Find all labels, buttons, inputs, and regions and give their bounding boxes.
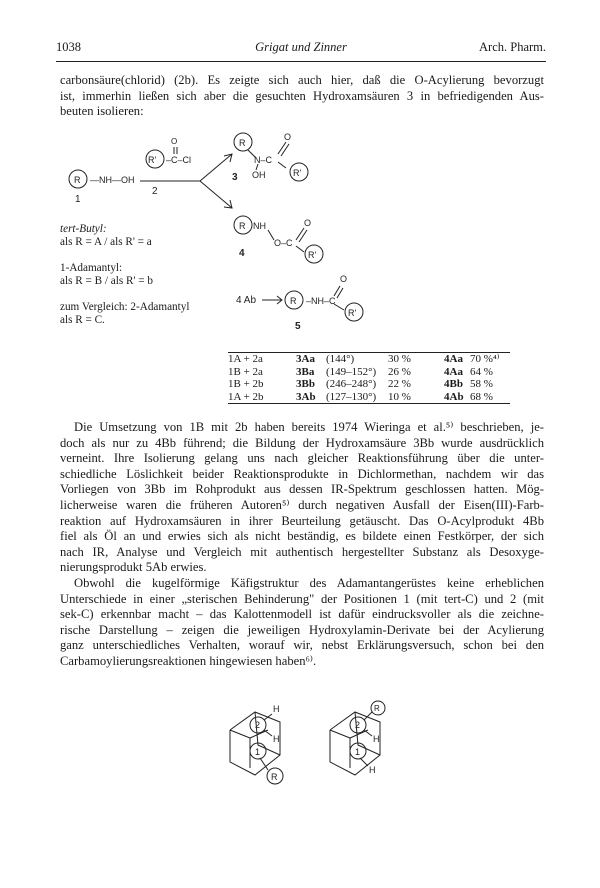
atom-label: O <box>284 132 292 142</box>
atom-label: R <box>290 296 297 306</box>
atom-label: O <box>171 137 178 146</box>
table-cell: 1A + 2a <box>228 353 263 365</box>
atom-label: H <box>369 765 376 775</box>
table-cell: 70 %⁴⁾ <box>470 353 500 365</box>
body-text <box>60 420 544 670</box>
table-row <box>228 366 510 379</box>
atom-label: R' <box>348 308 357 318</box>
note-line: tert-Butyl: <box>60 223 107 235</box>
table-cell: 3Aa <box>296 353 315 365</box>
table-cell: 3Ba <box>296 365 315 378</box>
page-number: 1038 <box>56 40 81 54</box>
text-line: licherweise waren die früheren Autoren⁵⁾ durch negativen Ausfall der Eisen(III)-Farb- <box>60 497 544 512</box>
table-cell: 3Ab <box>296 390 316 403</box>
atom-label: NH <box>253 221 266 231</box>
text-line: Obwohl die kugelförmige Käfigstruktur des Adamantangerüstes keine erheblichen <box>74 575 544 590</box>
position-label: 1 <box>255 747 261 757</box>
table-cell: 26 % <box>388 365 411 378</box>
table-cell: (246–248°) <box>326 378 377 390</box>
atom-label: R <box>239 138 246 148</box>
atom-label: R' <box>308 250 317 260</box>
note-line: als R = A / als R' = a <box>60 236 152 248</box>
text-line: nierungsprodukt 5Ab erwies. <box>60 560 207 575</box>
table-cell: 22 % <box>388 378 411 390</box>
text-line: Die Umsetzung von 1B mit 2b haben bereits 1974 Wieringa et al.⁵⁾ beschrieben, je- <box>74 420 544 434</box>
atom-label: R <box>374 704 380 713</box>
position-label: 2 <box>355 720 361 730</box>
formula-label: —NH—OH <box>90 175 135 185</box>
atom-label: O <box>340 274 348 284</box>
table-cell: (127–130°) <box>326 390 377 403</box>
compound-number: 5 <box>295 321 301 332</box>
text-line: Carbamoylierungsreaktionen hingewiesen haben⁶⁾. <box>60 653 317 668</box>
table-cell: 68 % <box>470 390 493 403</box>
text-line: verneint. Ihre Isolierung gelang uns nach gleicher Reaktionsführung über die unter- <box>60 451 544 466</box>
text-line: doch als nur zu 4Bb führend; die Bildung der Hydroxamsäure 3Bb wurde ausdrücklich <box>60 435 544 450</box>
table-cell: (144°) <box>326 353 355 365</box>
table-cell: 4Ab <box>444 390 464 403</box>
table-row <box>228 353 510 366</box>
formula-label: –C–Cl <box>166 155 192 165</box>
running-authors: Grigat und Zinner <box>255 40 347 54</box>
formula-label: –NH–C <box>306 296 336 306</box>
table-cell: 4Bb <box>444 378 463 390</box>
position-label: 2 <box>255 720 261 730</box>
intro-paragraph <box>60 73 544 120</box>
table-cell: (149–152°) <box>326 365 377 378</box>
formula-label: O–C <box>274 238 293 248</box>
table-cell: 64 % <box>470 365 493 378</box>
compound-number: 1 <box>75 194 81 205</box>
atom-label: OH <box>252 170 266 180</box>
table-cell: 1B + 2a <box>228 365 263 378</box>
text-line: fiel als Öl an und erwies sich als nicht beständig, es bildete einen Festkörper, der sich <box>60 529 544 544</box>
arrow-to-3 <box>200 154 232 181</box>
note-line: als R = C. <box>60 314 105 326</box>
table-cell: 1B + 2b <box>228 378 264 390</box>
atom-label: H <box>273 704 280 714</box>
text-line: sek-C) erkennbar macht – das Kalottenmodell ist dafür eindrucksvoller als die zeichne- <box>60 607 544 622</box>
position-label: 1 <box>355 747 361 757</box>
table-row <box>228 391 510 404</box>
table-cell: 4Aa <box>444 353 463 365</box>
journal-name: Arch. Pharm. <box>479 40 546 54</box>
text-line: nach IR, Analyse und Vergleich mit authentisch hergestellter Substanz als Desoxyge- <box>60 544 544 559</box>
text-line: schiedliche Löslichkeit beider Reaktionsprodukte in Dichlormethan, nachdem wir das <box>60 466 544 481</box>
text-line: carbonsäure(chlorid) (2b). Es zeigte sich auch hier, daß die O-Acylierung bevorzugt <box>60 73 544 87</box>
table-cell: 3Bb <box>296 378 315 390</box>
atom-label: R' <box>293 168 302 178</box>
reaction-label: 4 Ab <box>236 295 257 306</box>
text-line: ist, immerhin ließen sich aber die gesuchten Hydroxamsäuren 3 in befriedigenden Aus- <box>60 88 544 103</box>
text-line: Vorliegen von 3Bb im Rohprodukt aus dessen IR-Spektrum geschlossen hatten. Mög- <box>60 482 544 497</box>
text-line: ganz unterschiedliches Verhalten, worauf wir, nebst Erklärungsversuch, schon bei den <box>60 638 544 653</box>
formula-label: N–C <box>254 155 273 165</box>
note-line: als R = B / als R' = b <box>60 275 153 287</box>
atom-label: R <box>74 175 81 185</box>
note-line: zum Vergleich: 2-Adamantyl <box>60 301 190 313</box>
atom-label: R <box>239 221 246 231</box>
atom-label: H <box>273 734 280 744</box>
table-row <box>228 378 510 391</box>
yield-table <box>228 352 510 404</box>
text-line: Unterschiede in einer „sterischen Behinderung" der Positionen 1 (mit tert-C) und 2 (mit <box>60 591 544 606</box>
table-cell: 1A + 2b <box>228 390 264 403</box>
atom-label: O <box>304 218 312 228</box>
atom-label: R <box>271 772 278 782</box>
arrow-to-4 <box>200 181 232 208</box>
atom-label: R' <box>148 155 157 165</box>
compound-number: 3 <box>232 172 238 183</box>
table-cell: 58 % <box>470 378 493 390</box>
note-line: 1-Adamantyl: <box>60 262 123 274</box>
text-line: beuten isolieren: <box>60 104 144 119</box>
atom-label: H <box>373 734 380 744</box>
adamantane-structures <box>220 700 420 790</box>
table-cell: 4Aa <box>444 365 463 378</box>
compound-number: 2 <box>152 186 158 197</box>
text-line: reaktion auf Hydroxamsäuren in ihrer Beurteilung getäuscht. Das O-Acylprodukt 4Bb <box>60 513 544 528</box>
table-cell: 30 % <box>388 353 411 365</box>
running-header <box>56 40 546 60</box>
compound-number: 4 <box>239 248 245 259</box>
substituent-notes <box>60 223 189 327</box>
header-rule <box>56 61 546 62</box>
table-cell: 10 % <box>388 390 411 403</box>
text-line: rische Darstellung – zeigen die jeweiligen Hydroxylamin-Derivate bei der Acylierung <box>60 622 544 637</box>
